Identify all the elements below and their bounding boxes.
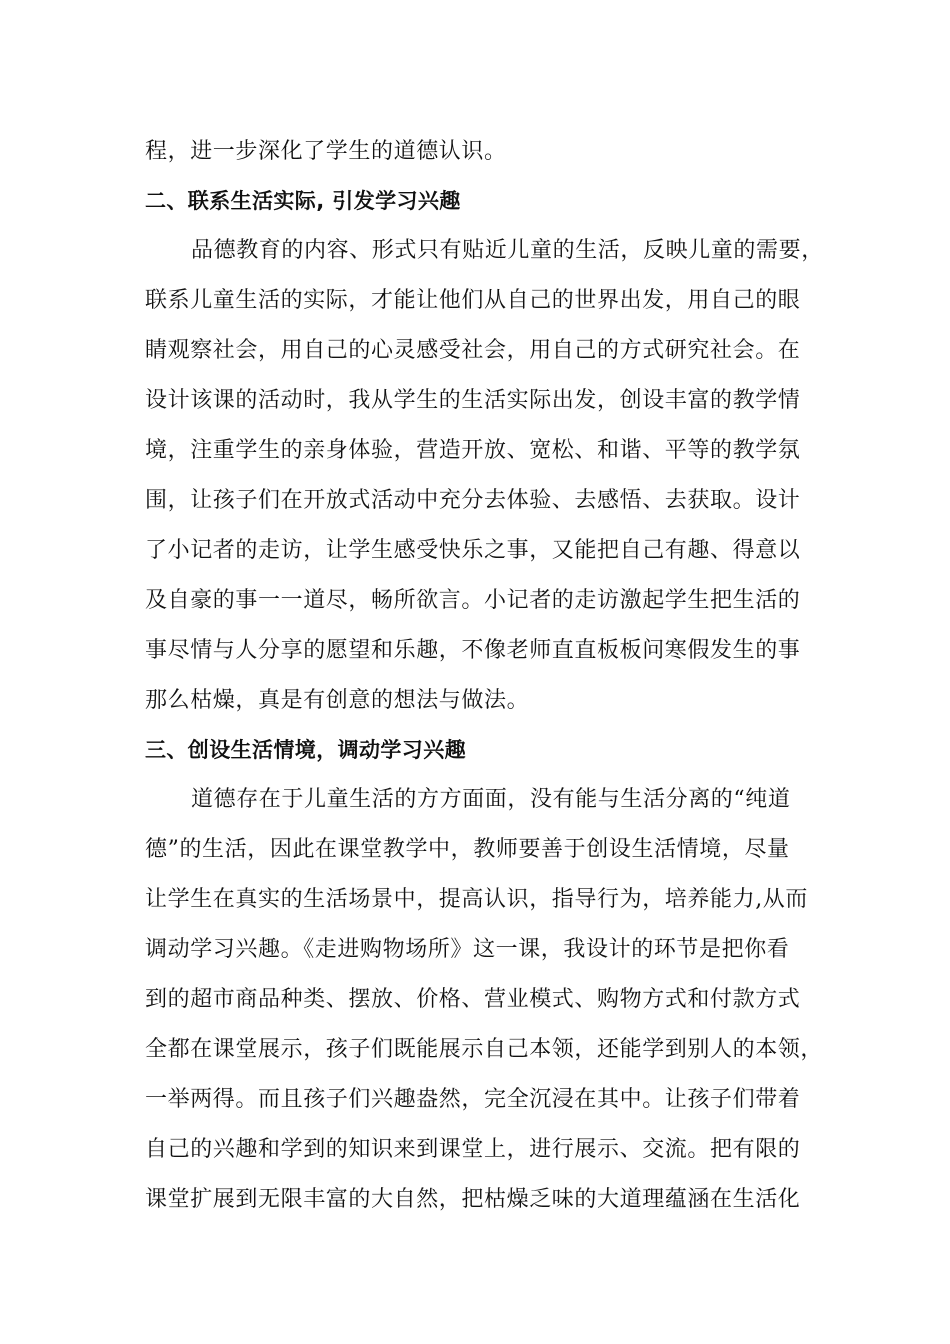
paragraph-line: 到的超市商品种类、摆放、价格、营业模式、购物方式和付款方式 [145,987,801,1012]
paragraph-line: 围，让孩子们在开放式活动中充分去体验、去感悟、去获取。设计 [145,488,801,513]
paragraph-line: 全都在课堂展示，孩子们既能展示自己本领，还能学到别人的本领， [145,1037,824,1062]
paragraph-line: 了小记者的走访，让学生感受快乐之事，又能把自己有趣、得意以 [145,538,801,563]
section-heading-3: 三、创设生活情境，调动学习兴趣 [145,738,466,762]
paragraph-line: 事尽情与人分享的愿望和乐趣，不像老师直直板板问寒假发生的事 [145,638,801,663]
paragraph-line: 道德存在于儿童生活的方方面面，没有能与生活分离的“纯道 [191,787,791,812]
paragraph-line: 调动学习兴趣。《走进购物场所》这一课，我设计的环节是把你看 [145,937,790,962]
paragraph-line: 睛观察社会，用自己的心灵感受社会，用自己的方式研究社会。在 [145,338,801,363]
paragraph-line: 及自豪的事一一道尽，畅所欲言。小记者的走访激起学生把生活的 [145,588,801,613]
paragraph-line: 德”的生活，因此在课堂教学中，教师要善于创设生活情境，尽量 [145,837,790,862]
paragraph-line: 让学生在真实的生活场景中，提高认识，指导行为，培养能力,从而 [145,887,808,912]
paragraph-line: 自己的兴趣和学到的知识来到课堂上，进行展示、交流。把有限的 [145,1137,801,1162]
paragraph-line: 联系儿童生活的实际，才能让他们从自己的世界出发，用自己的眼 [145,288,801,313]
paragraph-line: 品德教育的内容、形式只有贴近儿童的生活，反映儿童的需要， [191,238,824,263]
section-heading-2: 二、联系生活实际, 引发学习兴趣 [145,189,461,213]
paragraph-line: 境，注重学生的亲身体验，营造开放、宽松、和谐、平等的教学氛 [145,438,801,463]
paragraph-line: 一举两得。而且孩子们兴趣盎然，完全沉浸在其中。让孩子们带着 [145,1087,801,1112]
paragraph-line: 那么枯燥，真是有创意的想法与做法。 [145,688,530,713]
paragraph-line: 设计该课的活动时，我从学生的生活实际出发，创设丰富的教学情 [145,388,801,413]
paragraph-line: 课堂扩展到无限丰富的大自然，把枯燥乏味的大道理蕴涵在生活化 [145,1187,801,1212]
paragraph-continuation: 程，进一步深化了学生的道德认识。 [145,139,507,164]
